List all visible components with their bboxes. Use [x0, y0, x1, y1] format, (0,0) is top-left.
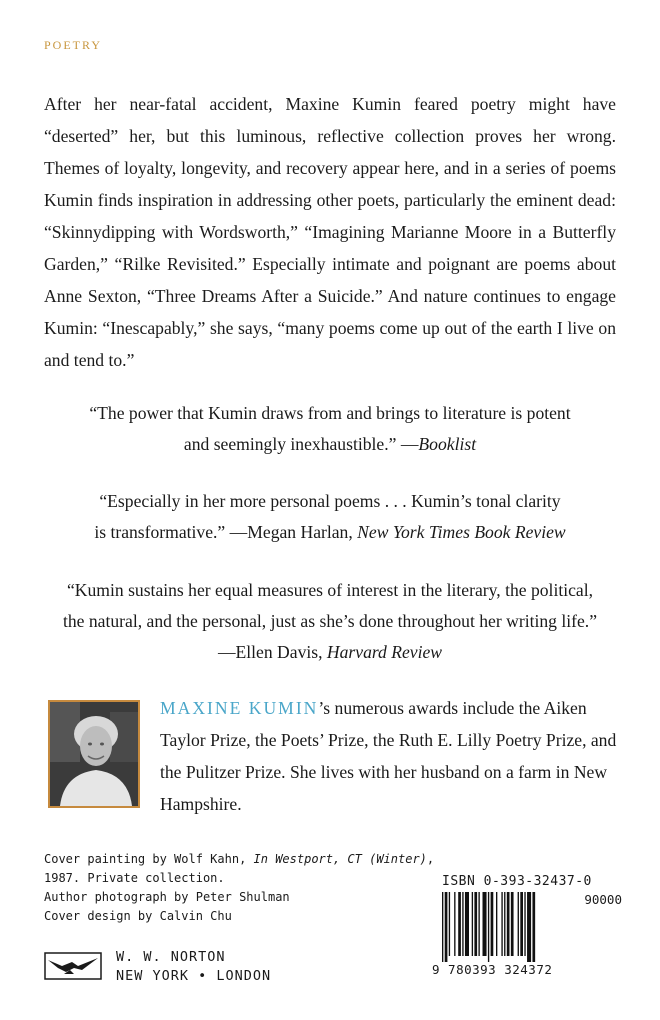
- credit-design: Cover design by Calvin Chu: [44, 909, 232, 923]
- review-quote-harvard: [30, 575, 630, 668]
- quote-line: the natural, and the personal, just as she’s done throughout her writing life.”: [62, 611, 598, 631]
- quote-line: “Kumin sustains her equal measures of interest in the literary, the political,: [66, 580, 594, 600]
- review-quote-nytbr: [30, 486, 630, 548]
- barcode-bar: [511, 892, 514, 956]
- author-bio-text: ’s numerous awards include the Aiken Taylor Prize, the Poets’ Prize, the Ruth E. Lilly Poetry Prize, and the Pulitzer Prize. She lives with her husband on a farm in New Hampshire.: [160, 698, 617, 814]
- credit-painting-line2: 1987. Private collection.: [44, 871, 225, 885]
- barcode-bar: [472, 892, 473, 956]
- barcode-bar: [501, 892, 502, 956]
- cover-credits: [44, 850, 434, 926]
- barcode-bar: [491, 892, 494, 956]
- review-quote-booklist: [30, 398, 630, 460]
- ean-barcode-bars: [442, 892, 568, 962]
- quote-source: Harvard Review: [326, 642, 443, 662]
- barcode-bar: [488, 892, 489, 962]
- quote-line: and seemingly inexhaustible.” —Booklist: [183, 434, 477, 454]
- barcode-bar: [520, 892, 523, 956]
- norton-seagull-icon: [44, 952, 102, 980]
- author-portrait-image: [50, 702, 138, 806]
- author-bio: [160, 692, 620, 820]
- painting-title: In Westport, CT (Winter): [253, 852, 427, 866]
- barcode-bar: [454, 892, 455, 956]
- isbn-barcode: [428, 874, 624, 978]
- book-description: After her near-fatal accident, Maxine Kumin feared poetry might have “deserted” her, but this luminous, reflective collection proves her wrong. Themes of loyalty, longevity, and recovery appear here, and in a series of poems Kumin finds inspiration in addressing other poets, particularly the eminent dead: “Skinnydipping with Wordsworth,” “Imagining Marianne Moore in a Butterfly Garden,” “Rilke Revisited.” Especially intimate and poignant are poems about Anne Sexton, “Three Dreams After a Suicide.” And nature continues to engage Kumin: “Inescapably,” she says, “many poems come up out of the earth I live on and tend to.”: [44, 94, 616, 370]
- quote-source: New York Times Book Review: [357, 522, 566, 542]
- barcode-bar: [504, 892, 505, 956]
- author-photo: [48, 700, 140, 808]
- barcode-bar: [478, 892, 479, 956]
- barcode-bar: [445, 892, 448, 962]
- barcode-bar: [518, 892, 519, 956]
- barcode-bar: [458, 892, 461, 956]
- credit-painting: Cover painting by Wolf Kahn, In Westport, CT (Winter),: [44, 852, 435, 866]
- price-code: 90000: [584, 892, 622, 907]
- category-label: POETRY: [44, 38, 103, 52]
- publisher-cities: NEW YORK • LONDON: [116, 968, 272, 984]
- ean-number: 9 780393 324372: [432, 962, 553, 977]
- barcode-bar: [462, 892, 463, 956]
- quote-attribution: —Ellen Davis, Harvard Review: [217, 642, 443, 662]
- publisher-name: W. W. NORTON: [116, 949, 226, 965]
- author-name: MAXINE KUMIN: [160, 698, 319, 718]
- barcode-bar: [527, 892, 531, 962]
- credit-photo: Author photograph by Peter Shulman: [44, 890, 290, 904]
- barcode-bar: [474, 892, 477, 956]
- barcode-bar: [524, 892, 525, 956]
- isbn-number: ISBN 0-393-32437-0: [442, 874, 592, 889]
- quote-line: “Especially in her more personal poems . . . Kumin’s tonal clarity: [99, 491, 561, 511]
- quote-line: “The power that Kumin draws from and brings to literature is potent: [89, 403, 571, 423]
- barcode-bar: [496, 892, 497, 956]
- barcode-bar: [465, 892, 469, 956]
- quote-source: Booklist: [418, 434, 477, 454]
- barcode-bar: [449, 892, 450, 956]
- quote-line: is transformative.” —Megan Harlan, New York Times Book Review: [94, 522, 566, 542]
- publisher-text: [116, 948, 271, 986]
- barcode-bar: [442, 892, 443, 962]
- barcode-bar: [483, 892, 487, 956]
- barcode-bar: [507, 892, 510, 956]
- barcode-bar: [532, 892, 535, 962]
